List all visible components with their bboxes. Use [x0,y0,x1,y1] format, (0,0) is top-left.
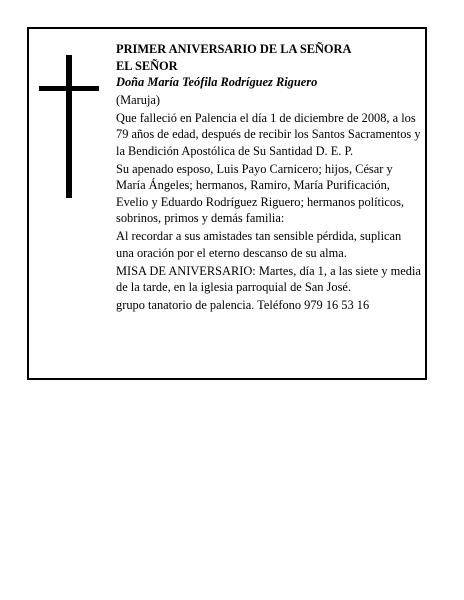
title-line: EL SEÑOR [116,58,178,73]
family-paragraph: Su apenado esposo, Luis Payo Carnicero; hijos, César y María Ángeles; hermanos, Ramiro, María Purificación, Evelio y Eduardo Rodríguez Riguero; hermanos políticos, sobrinos, primos y demás familia: [116,161,405,225]
cross-vertical-bar [66,55,72,198]
deceased-nickname: (Maruja) [116,92,161,107]
funeral-home-paragraph: grupo tanatorio de palencia. Teléfono 979 16 53 16 [116,298,370,312]
cross-horizontal-bar [39,86,99,91]
request-paragraph: Al recordar a sus amistades tan sensible pérdida, suplican una oración por el eterno descanso de su alma. [116,229,402,260]
passing-paragraph: Que falleció en Palencia el día 1 de diciembre de 2008, a los 79 años de edad, después de recibir los Santos Sacramentos y la Bendición Apostólica de Su Santidad D. E. P. [116,110,421,158]
mass-paragraph: MISA DE ANIVERSARIO: Martes, día 1, a las siete y media de la tarde, en la iglesia parroquial de San José. [116,263,421,294]
anniversary-heading: PRIMER ANIVERSARIO DE LA SEÑORA [116,42,352,56]
obituary-notice [27,27,427,380]
latin-cross-icon [39,55,99,198]
notice-text-block [116,41,422,315]
deceased-name: Doña María Teófila Rodríguez Riguero [116,75,318,89]
